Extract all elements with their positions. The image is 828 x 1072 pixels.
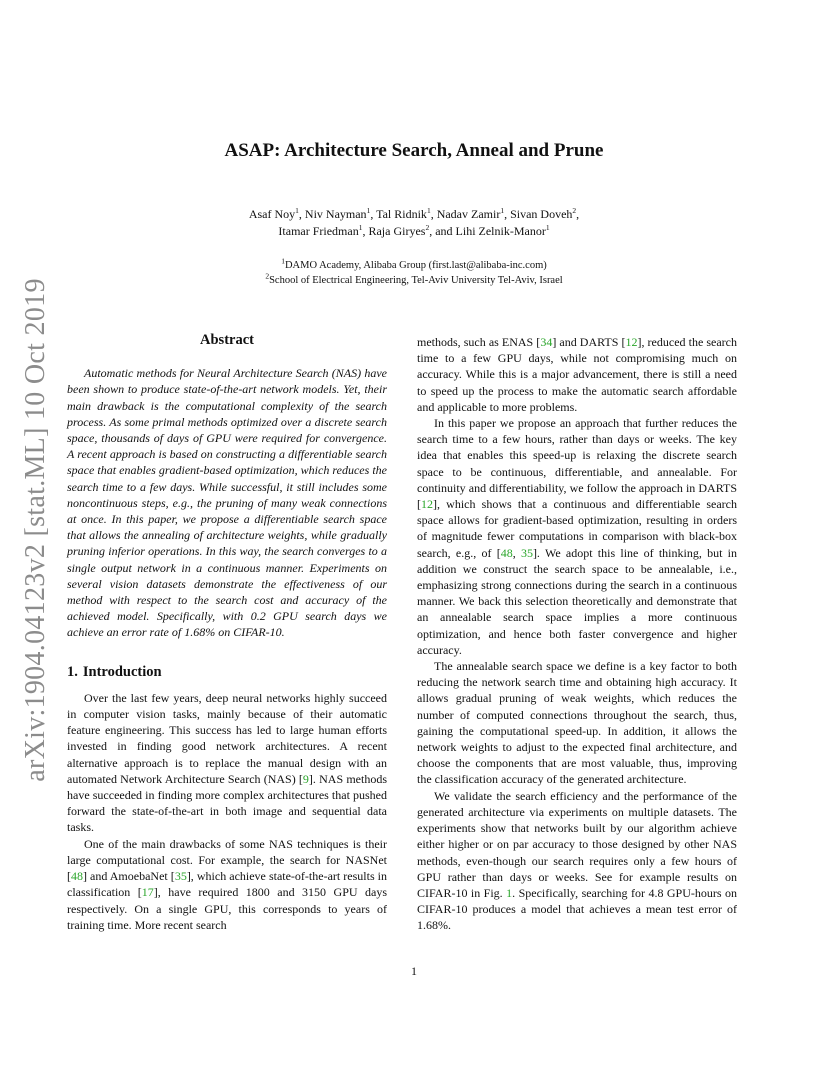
text-run: We validate the search efficiency and the performance of the generated architecture via experiments on multiple datasets. The experiments show that networks built by our algorithm achieve either higher or on par accuracy to those designed by other NAS methods, even-though our search requires only a few hours of GPU rather than days or weeks. See for example results on CIFAR-10 in Fig. — [417, 788, 737, 900]
text-run: ], have required 1800 and 3150 GPU days respectively. On a single GPU, this corresponds to years of training time. More recent search — [67, 885, 387, 932]
citation-link[interactable]: 17 — [141, 885, 154, 900]
author-affiliation-marker: 1 — [295, 206, 299, 215]
text-run: produces a model that achieves a mean test error of — [467, 902, 737, 917]
author-affiliation-marker: 1 — [358, 223, 363, 232]
left-column — [67, 332, 387, 933]
affiliation-text: School of Electrical Engineering, Tel-Aviv University Tel-Aviv, Israel — [269, 275, 563, 286]
author-name: Raja Giryes — [368, 224, 426, 238]
text-run: The annealable search space we define is a key factor to both reducing the network search time and obtaining high accuracy. It allows gradual pruning of weak weights, which reduces the number of computed connections throughout the search, thus, gaining the computational speed-up. In addition, it allows the network weights to adjust to the expected final architecture, and choose the components that are most valuable, thus, improving the classification accuracy of the generated architecture. — [417, 659, 737, 787]
paragraph — [417, 658, 737, 788]
section-title: Introduction — [82, 663, 162, 680]
author-line-1 — [200, 206, 628, 223]
author-affiliation-marker: 1 — [426, 206, 431, 215]
text-run: Automatic methods for Neural Architecture Search (NAS) have been shown to produce state-of-the-art network models. Yet, their main drawback is the computational complexity of the search process. As some primal methods optimized over a discrete search space, thousands of days of GPU were required for convergence. A recent approach is based on constructing a differentiable search space that enables gradient-based optimization, which reduces the search time to a few days. While successful, it still includes some noncontinuous steps, e.g., the pruning of many weak connections at once. In this paper, we propose a differentiable search space that allows the annealing of architecture weights, while gradually pruning inferior operations. In this way, the search converges to a single output network in a continuous manner. Experiments on several vision datasets demonstrate the effectiveness of our method with respect to the search cost and accuracy of the achieved model. Specifically, with — [67, 366, 387, 624]
inline-number: 1.68% — [184, 625, 216, 640]
page-number: 1 — [411, 964, 417, 978]
affiliation-marker: 1 — [281, 256, 285, 266]
author-name: Itamar Friedman — [278, 224, 359, 238]
author-separator: , — [430, 207, 437, 221]
author-name: Tal Ridnik — [376, 207, 427, 221]
introduction-body — [67, 690, 387, 933]
citation-link[interactable]: 48 — [71, 869, 83, 884]
author-separator: , — [504, 207, 511, 221]
affiliation-text: DAMO Academy, Alibaba Group (first.last@alibaba-inc.com) — [284, 260, 547, 271]
paragraph — [67, 836, 387, 933]
author-name: Nadav Zamir — [436, 207, 501, 221]
text-run: ]. NAS methods have succeeded in finding more complex architectures that pushed forward the state-of-the-art in both image and sequential data tasks. — [67, 771, 387, 835]
author-separator: , — [298, 207, 305, 221]
section-number: 1. — [67, 663, 78, 680]
citation-link[interactable]: 48 — [500, 545, 513, 560]
affiliation — [200, 258, 628, 273]
author-name: Asaf Noy — [248, 207, 296, 221]
author-affiliation-marker: 1 — [366, 206, 371, 215]
citation-link[interactable]: 35 — [174, 869, 187, 884]
inline-number: 4.8 — [648, 885, 664, 900]
author-name: Lihi Zelnik-Manor — [455, 224, 546, 238]
right-column — [417, 334, 737, 934]
author-affiliation-marker: 1 — [545, 223, 550, 232]
author-line-2 — [200, 223, 628, 240]
citation-link[interactable]: 34 — [540, 335, 553, 349]
citation-link[interactable]: 9 — [302, 771, 309, 786]
paragraph — [417, 415, 737, 658]
author-affiliation-marker: 2 — [425, 223, 430, 232]
author-name: Sivan Doveh — [510, 207, 573, 221]
paragraph — [417, 334, 737, 415]
paragraph — [417, 788, 737, 934]
author-separator: , — [370, 207, 377, 221]
arxiv-identifier — [12, 278, 60, 782]
inline-number: 10 — [455, 902, 468, 917]
text-run: One of the main drawbacks of some NAS techniques is their large computational cost. For example, the search for NASNet [ — [67, 836, 387, 884]
affiliation-marker: 2 — [265, 271, 270, 281]
text-run: ], which shows that a continuous and differentiable search space allows for gradient-based optimization, resulting in orders of magnitude fewer computations in comparison with black-box search, e.g., of [ — [417, 497, 737, 560]
author-list — [200, 206, 628, 240]
author-separator: , — [576, 207, 580, 221]
author-affiliation-marker: 1 — [500, 206, 505, 215]
arxiv-identifier-text: arXiv:1904.04123v2 [stat.ML] 10 Oct 2019 — [20, 278, 51, 782]
text-run: Over the last few years, deep neural networks highly succeed in computer vision tasks, mainly because of their automatic feature engineering. This success has led to large human efforts invested in finding good network architectures. A recent alternative approach is to replace the manual design with an automated Network Architecture Search (NAS) [ — [67, 690, 387, 786]
author-separator: , and — [429, 224, 456, 238]
citation-link[interactable]: 1 — [506, 885, 513, 900]
text-run: In this paper we propose an approach that further reduces the search time to a few hours, rather than days or weeks. The key idea that enables this speed-up is relaxing the discrete search space to be continuous, differentiable, and annealable. For continuity and differentiability, we follow the approach in DARTS [ — [417, 416, 737, 512]
abstract-heading: Abstract — [200, 332, 254, 348]
affiliation-list — [200, 258, 628, 288]
abstract-body — [67, 365, 387, 640]
inline-number: 1.68%. — [417, 918, 451, 933]
citation-link[interactable]: 35 — [520, 545, 533, 560]
text-run: , — [512, 545, 521, 560]
text-run: ]. We adopt this line of thinking, but in addition we construct the search space to be annealable, i.e., emphasizing strong connections during the search in a continuous manner. We back this selection theoretically and demonstrate that an annealable search space implies a more continuous optimization, and hence both faster convergence and higher accuracy. — [417, 545, 737, 657]
citation-link[interactable]: 12 — [625, 335, 638, 349]
text-run: . Specifically, searching for — [512, 885, 649, 900]
paper-title: ASAP: Architecture Search, Anneal and Prune — [224, 140, 604, 161]
author-name: Niv Nayman — [304, 207, 367, 221]
text-run: ], which achieve state-of-the-art results in classification [ — [67, 869, 388, 900]
paragraph — [67, 690, 387, 836]
author-affiliation-marker: 2 — [572, 206, 577, 215]
citation-link[interactable]: 12 — [421, 497, 433, 512]
affiliation — [200, 273, 628, 288]
section-heading-introduction — [67, 664, 387, 680]
text-run: methods, such as ENAS [ — [417, 335, 541, 349]
text-run: on CIFAR-10. — [215, 625, 285, 640]
text-run: ], reduced the search time to a few GPU days, while not compromising much on accuracy. While this is a major advancement, there is still a need to speed up the process to make the automatic search affordable and applicable to more problems. — [417, 335, 737, 414]
inline-number: 0.2 — [250, 609, 266, 624]
text-run: GPU search days we achieve an error rate of — [67, 609, 387, 640]
author-separator: , — [362, 224, 369, 238]
text-run: ] and AmoebaNet [ — [83, 869, 175, 884]
text-run: ] and DARTS [ — [552, 335, 626, 349]
text-run: GPU-hours on CIFAR- — [417, 885, 737, 917]
